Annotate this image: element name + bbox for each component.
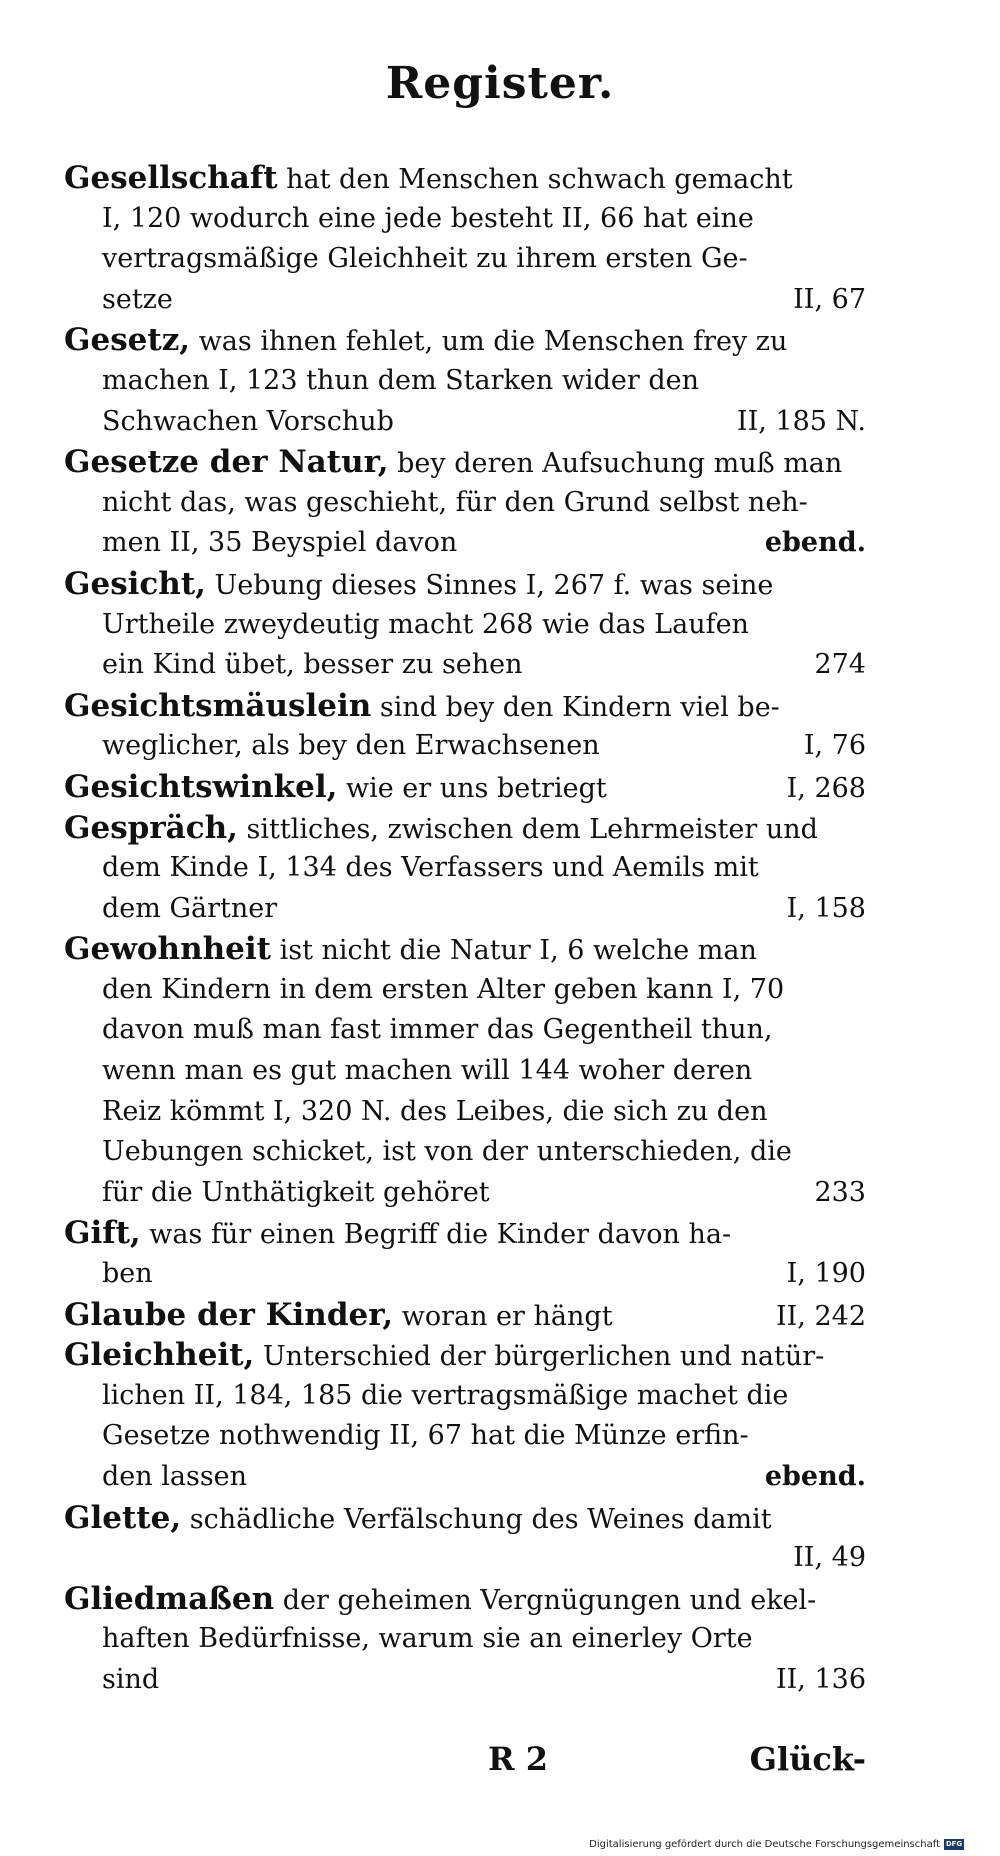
entry-line-text [102, 1254, 153, 1295]
entry-line-text [64, 767, 607, 808]
entry-line-text [102, 1376, 788, 1417]
entry-text: den lassen [102, 1461, 248, 1492]
entry-text: ist nicht die Natur I, 6 welche man [279, 935, 757, 967]
entry-text: wie er uns betriegt [345, 772, 607, 804]
catchword: Glück- [749, 1740, 866, 1778]
page-reference: II, 49 [793, 1542, 866, 1574]
entry-line [64, 199, 866, 240]
entry-line-text [102, 523, 457, 564]
entry-line [64, 767, 866, 808]
page-footer [0, 1740, 1000, 1784]
page-reference: ebend. [764, 1461, 866, 1492]
register-entry [64, 686, 866, 767]
page-reference: I, 190 [786, 1258, 866, 1290]
entry-line [64, 1132, 866, 1173]
entry-line-text [102, 1051, 752, 1092]
entry-line-text [64, 808, 818, 849]
entry-line-text [102, 605, 749, 646]
entry-line [64, 1457, 866, 1498]
entry-line-text [102, 970, 784, 1011]
entry-line-text [102, 1416, 749, 1457]
entry-text: Reiz kömmt I, 320 N. des Leibes, die sich zu den [102, 1095, 768, 1127]
entry-text: sind bey den Kindern viel be- [379, 691, 780, 723]
entry-text: Schwachen Vorschub [102, 405, 394, 437]
page-reference: I, 158 [786, 892, 866, 924]
register-entry [64, 1335, 866, 1497]
entry-text: ein Kind übet, besser zu sehen [102, 649, 523, 681]
entry-line [64, 808, 866, 849]
entry-line-text [64, 442, 842, 483]
entry-line [64, 848, 866, 889]
entry-line [64, 442, 866, 483]
entry-line [64, 1619, 866, 1660]
entry-text: dem Kinde I, 134 des Verfassers und Aemils mit [102, 852, 759, 884]
entry-line [64, 158, 866, 199]
entry-text: schädliche Verfälschung des Weines damit [189, 1503, 772, 1535]
entry-headword: Gesicht, [64, 565, 206, 602]
register-entry [64, 767, 866, 808]
entry-line [64, 1579, 866, 1620]
dfg-logo-icon: DFG [945, 1840, 963, 1848]
entry-headword: Gesellschaft [64, 160, 278, 196]
register-entry [64, 1295, 866, 1336]
digitization-credit [589, 1839, 964, 1850]
entry-headword: Gleichheit, [64, 1337, 255, 1374]
entry-headword: Gesichtswinkel, [64, 768, 338, 805]
entry-text: Uebung dieses Sinnes I, 267 f. was seine [214, 569, 774, 601]
entry-text: bey deren Aufsuchung muß man [397, 448, 843, 480]
page-reference: 274 [814, 649, 866, 681]
entry-line [64, 1498, 866, 1539]
entry-line-text [64, 1579, 816, 1620]
page-reference: I, 76 [803, 730, 866, 762]
entry-text: Urtheile zweydeutig macht 268 wie das Laufen [102, 608, 749, 640]
entry-line-text [102, 889, 277, 930]
entry-text: ben [102, 1258, 153, 1290]
entry-text: Uebungen schicket, ist von der unterschieden, die [102, 1136, 792, 1168]
entry-headword: Gesetz, [64, 322, 191, 359]
register-entry [64, 320, 866, 442]
entry-text: den Kindern in dem ersten Alter geben kann I, 70 [102, 973, 785, 1005]
entry-line [64, 1416, 866, 1457]
page-reference: I, 268 [786, 772, 866, 804]
entry-line [64, 605, 866, 646]
entry-text: dem Gärtner [102, 892, 278, 924]
entry-line-text [64, 929, 757, 970]
register-entry [64, 929, 866, 1213]
entry-line-text [102, 483, 808, 524]
entry-text: machen I, 123 thun dem Starken wider den [102, 364, 699, 396]
register-entry [64, 1579, 866, 1701]
signature-mark: R 2 [488, 1740, 548, 1778]
entry-line-text [102, 1173, 490, 1214]
page-reference: 233 [814, 1176, 866, 1208]
entry-line [64, 889, 866, 930]
entry-line [64, 320, 866, 361]
entry-line [64, 402, 866, 443]
entry-line [64, 1051, 866, 1092]
entry-line-text [102, 645, 523, 686]
entry-line [64, 726, 866, 767]
entry-text: haften Bedürfnisse, warum sie an einerley Orte [102, 1623, 753, 1655]
entry-headword: Gespräch, [64, 809, 238, 846]
entry-headword: Gift, [64, 1215, 141, 1252]
entry-line [64, 361, 866, 402]
entry-line [64, 523, 866, 564]
entry-text: sind [102, 1663, 160, 1695]
entry-line-text [64, 1498, 772, 1539]
entry-line [64, 564, 866, 605]
entry-line [64, 280, 866, 321]
entry-line-text [102, 402, 394, 443]
credit-text: Digitalisierung gefördert durch die Deutsche Forschungsgemeinschaft [589, 1839, 940, 1850]
entry-headword: Gesetze der Natur, [64, 444, 389, 481]
entry-headword: Gliedmaßen [64, 1580, 275, 1617]
entry-headword: Glette, [64, 1499, 182, 1536]
register-entries [64, 158, 866, 1701]
page-reference: II, 136 [775, 1663, 866, 1695]
entry-line [64, 1295, 866, 1336]
entry-text: men II, 35 Beyspiel davon [102, 527, 458, 559]
entry-text: sittliches, zwischen dem Lehrmeister und [246, 813, 818, 845]
entry-line-text [102, 199, 754, 240]
entry-text: lichen II, 184, 185 die vertragsmäßige machet die [102, 1379, 789, 1411]
entry-text: I, 120 wodurch eine jede besteht II, 66 hat eine [102, 202, 754, 234]
entry-line [64, 1335, 866, 1376]
page-reference: II, 242 [775, 1300, 866, 1332]
entry-text: hat den Menschen schwach gemacht [286, 164, 793, 195]
entry-line-text [64, 1213, 731, 1254]
page-reference: ebend. [764, 527, 866, 559]
entry-text: was für einen Begriff die Kinder davon ha- [149, 1219, 732, 1251]
entry-line-text [64, 686, 780, 727]
entry-line [64, 645, 866, 686]
entry-line-text [102, 848, 759, 889]
entry-line-text [102, 726, 600, 767]
entry-text: weglicher, als bey den Erwachsenen [102, 730, 600, 762]
entry-line-text [64, 1295, 613, 1336]
entry-line-text [102, 1132, 792, 1173]
entry-line [64, 1376, 866, 1417]
entry-line-text [102, 1010, 773, 1051]
entry-line-text [64, 320, 787, 361]
entry-line-text [64, 564, 773, 605]
entry-headword: Glaube der Kinder, [64, 1296, 394, 1333]
entry-line [64, 1010, 866, 1051]
entry-line [64, 483, 866, 524]
entry-headword: Gewohnheit [64, 931, 271, 968]
entry-line [64, 1173, 866, 1214]
page-reference: II, 67 [793, 283, 866, 315]
entry-line [64, 1213, 866, 1254]
entry-line [64, 970, 866, 1011]
register-entry [64, 1213, 866, 1294]
entry-text: nicht das, was geschieht, für den Grund selbst neh- [102, 486, 808, 518]
entry-line [64, 1254, 866, 1295]
register-entry [64, 808, 866, 930]
entry-text: vertragsmäßige Gleichheit zu ihrem ersten Ge- [102, 243, 748, 275]
register-entry [64, 158, 866, 320]
entry-text: der geheimen Vergnügungen und ekel- [282, 1584, 817, 1616]
entry-line [64, 1092, 866, 1133]
register-entry [64, 1498, 866, 1579]
entry-line [64, 929, 866, 970]
entry-line [64, 686, 866, 727]
entry-line-text [64, 158, 793, 199]
entry-line-text [102, 1092, 767, 1133]
page-title: Register. [385, 58, 615, 109]
entry-text: Gesetze nothwendig II, 67 hat die Münze erfin- [102, 1420, 749, 1452]
entry-text: Unterschied der bürgerlichen und natür- [262, 1341, 825, 1373]
entry-text: davon muß man fast immer das Gegentheil thun, [102, 1014, 773, 1046]
entry-line-text [102, 1660, 159, 1701]
register-entry [64, 442, 866, 564]
entry-line [64, 1538, 866, 1579]
entry-line-text [64, 1335, 824, 1376]
entry-text: für die Unthätigkeit gehöret [102, 1176, 490, 1208]
entry-text: was ihnen fehlet, um die Menschen frey zu [198, 326, 788, 358]
entry-text: wenn man es gut machen will 144 woher deren [102, 1055, 753, 1087]
entry-line-text [102, 1619, 753, 1660]
entry-line-text [102, 239, 748, 280]
page-reference: II, 185 N. [736, 405, 866, 437]
entry-line-text [102, 1457, 247, 1498]
register-entry [64, 564, 866, 686]
entry-line-text [102, 280, 173, 321]
entry-line [64, 239, 866, 280]
entry-headword: Gesichtsmäuslein [64, 687, 372, 724]
entry-text: woran er hängt [401, 1300, 613, 1332]
entry-text: setze [102, 283, 173, 315]
entry-line [64, 1660, 866, 1701]
entry-line-text [102, 361, 699, 402]
